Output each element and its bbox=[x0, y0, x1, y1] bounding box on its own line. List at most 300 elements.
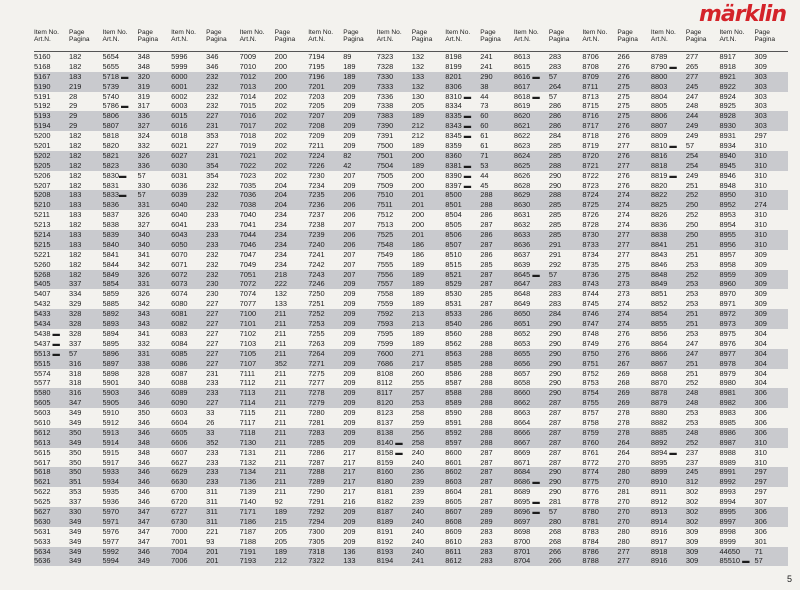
page-ref: 350 bbox=[137, 408, 150, 418]
page-ref: 288 bbox=[480, 427, 493, 437]
item-number: 8912 bbox=[650, 497, 668, 507]
page-ref: 289 bbox=[480, 506, 493, 516]
table-row bbox=[445, 131, 514, 141]
page-ref: 57 bbox=[548, 71, 558, 81]
item-number: 8728 bbox=[582, 220, 599, 230]
page-ref: 240 bbox=[411, 516, 425, 526]
item-number: 7006 bbox=[171, 556, 188, 566]
page-label: Page bbox=[548, 29, 565, 36]
item-number: 7264 bbox=[308, 348, 325, 358]
page-ref: 253 bbox=[685, 299, 699, 309]
page-ref: 346 bbox=[137, 427, 150, 437]
item-number: 8711 bbox=[582, 81, 599, 91]
item-number: 6606 bbox=[171, 437, 188, 447]
item-number: 8928 bbox=[719, 111, 736, 121]
table-row bbox=[308, 309, 377, 319]
page-ref: 326 bbox=[137, 289, 150, 299]
page-ref: 233 bbox=[206, 388, 219, 398]
table-row bbox=[719, 388, 788, 398]
table-row bbox=[377, 279, 446, 289]
item-number: 8987 bbox=[719, 437, 736, 447]
table-row bbox=[377, 92, 446, 102]
table-row bbox=[514, 82, 583, 92]
item-number: 5838 bbox=[102, 220, 119, 230]
page-ref: 182 bbox=[69, 141, 82, 151]
page-ref: 275 bbox=[617, 81, 630, 91]
item-number: 8991 bbox=[719, 467, 736, 477]
item-number: 8848 bbox=[650, 269, 668, 279]
table-row bbox=[171, 82, 240, 92]
table-row bbox=[377, 319, 446, 329]
page-ref: 291 bbox=[548, 249, 562, 259]
item-number: 7504 bbox=[376, 160, 394, 170]
page-ref: 44 bbox=[480, 91, 489, 101]
page-ref: 253 bbox=[685, 328, 699, 338]
item-number: 8709 bbox=[582, 71, 599, 81]
table-row bbox=[651, 517, 720, 527]
art-n-label: Art.N. bbox=[513, 36, 531, 44]
page-ref: 33 bbox=[206, 427, 215, 437]
table-row bbox=[240, 62, 309, 72]
table-row bbox=[582, 349, 651, 359]
item-number: 8624 bbox=[513, 150, 531, 160]
page-ref: 239 bbox=[411, 477, 425, 487]
page-ref: 309 bbox=[685, 526, 699, 536]
item-number: 8660 bbox=[513, 388, 531, 398]
page-ref: 209 bbox=[343, 427, 356, 437]
page-ref: 281 bbox=[617, 487, 630, 497]
table-row bbox=[240, 52, 309, 62]
table-row bbox=[514, 181, 583, 191]
item-number: 8733 bbox=[582, 239, 599, 249]
table-row bbox=[719, 171, 788, 181]
page-ref: 274 bbox=[617, 210, 630, 220]
page-ref: 258 bbox=[411, 408, 425, 418]
page-ref: 182 bbox=[69, 180, 82, 190]
item-number: 6727 bbox=[171, 506, 188, 516]
table-row bbox=[514, 547, 583, 557]
table-row bbox=[171, 547, 240, 557]
page-ref: 312 bbox=[685, 477, 699, 487]
item-number: 8954 bbox=[719, 220, 736, 230]
page-ref: 57 bbox=[754, 556, 763, 566]
page-ref: 248 bbox=[685, 101, 699, 111]
item-number: 8664 bbox=[513, 417, 531, 427]
item-number: 7102 bbox=[239, 328, 257, 338]
page-ref: 213 bbox=[411, 319, 425, 329]
item-number: 8807 bbox=[650, 121, 668, 131]
page-ref: 232 bbox=[206, 190, 219, 200]
item-no-label: Item No. bbox=[102, 29, 128, 36]
page-ref: 310 bbox=[754, 239, 767, 249]
art-n-label: Art.N. bbox=[171, 36, 188, 44]
table-row bbox=[445, 62, 514, 72]
item-number: 7283 bbox=[308, 427, 325, 437]
page-ref: 349 bbox=[69, 408, 82, 418]
table-row bbox=[308, 220, 377, 230]
item-number: 8112 bbox=[376, 378, 393, 388]
item-number: 8667 bbox=[513, 437, 531, 447]
page-ref: 320 bbox=[137, 71, 150, 81]
page-ref: 217 bbox=[343, 467, 356, 477]
table-row bbox=[377, 517, 446, 527]
page-ref: 211 bbox=[274, 467, 287, 477]
table-row bbox=[103, 220, 172, 230]
item-number: 7130 bbox=[239, 437, 257, 447]
item-number: 8772 bbox=[582, 457, 599, 467]
item-number: 7501 bbox=[376, 150, 394, 160]
table-row bbox=[308, 250, 377, 260]
table-row bbox=[445, 408, 514, 418]
page-ref: 310 bbox=[754, 457, 767, 467]
page-ref: 254 bbox=[685, 160, 699, 170]
table-row bbox=[103, 507, 172, 517]
table-row bbox=[582, 458, 651, 468]
item-number: 8359 bbox=[445, 141, 462, 151]
item-number: 7686 bbox=[376, 358, 394, 368]
table-row bbox=[34, 72, 103, 82]
item-number: 8722 bbox=[582, 170, 599, 180]
page-ref: 290 bbox=[548, 378, 562, 388]
table-row bbox=[171, 477, 240, 487]
item-number: 7558 bbox=[376, 289, 394, 299]
item-number: 7131 bbox=[239, 447, 257, 457]
item-number: 8755 bbox=[582, 398, 599, 408]
page-ref: 209 bbox=[343, 91, 356, 101]
item-no-header bbox=[34, 29, 69, 51]
page-ref: 288 bbox=[480, 378, 493, 388]
page-ref: 206 bbox=[343, 190, 356, 200]
page-ref: 292 bbox=[548, 259, 562, 269]
table-row bbox=[103, 230, 172, 240]
page-ref: 61 bbox=[480, 131, 489, 141]
table-row bbox=[719, 270, 788, 280]
table-row bbox=[445, 299, 514, 309]
page-ref: 267 bbox=[617, 358, 630, 368]
page-ref: 234 bbox=[274, 210, 287, 220]
page-ref: 189 bbox=[411, 141, 425, 151]
item-number: 8140 ▬ bbox=[376, 437, 403, 447]
item-number: 5897 bbox=[102, 358, 119, 368]
item-number: 5718 ▬ bbox=[102, 71, 129, 81]
table-row bbox=[103, 309, 172, 319]
table-row bbox=[171, 527, 240, 537]
item-number: 7549 bbox=[376, 249, 394, 259]
item-number: 7226 bbox=[308, 160, 325, 170]
item-number: 7012 bbox=[239, 71, 257, 81]
index-column bbox=[171, 29, 240, 577]
item-number: 8360 bbox=[445, 150, 462, 160]
page-ref: 233 bbox=[206, 378, 219, 388]
page-ref: 349 bbox=[69, 437, 82, 447]
page-ref: 309 bbox=[754, 61, 767, 71]
page-ref: 277 bbox=[685, 52, 699, 61]
table-row bbox=[651, 190, 720, 200]
page-ref: 311 bbox=[206, 487, 218, 497]
page-ref: 189 bbox=[411, 111, 425, 121]
table-row bbox=[651, 329, 720, 339]
item-number: 7237 bbox=[308, 210, 325, 220]
item-number: 8631 bbox=[513, 210, 531, 220]
table-row bbox=[103, 467, 172, 477]
page-ref: 350 bbox=[69, 447, 82, 457]
page-ref: 209 bbox=[343, 141, 356, 151]
table-row bbox=[514, 458, 583, 468]
item-no-label: Item No. bbox=[445, 29, 471, 36]
page-ref: 290 bbox=[548, 328, 562, 338]
item-number: 6003 bbox=[171, 101, 188, 111]
item-number: 7205 bbox=[308, 101, 325, 111]
page-ref: 189 bbox=[411, 269, 425, 279]
item-number: 8586 bbox=[445, 368, 462, 378]
page-ref: 245 bbox=[685, 81, 699, 91]
page-ref: 271 bbox=[411, 348, 425, 358]
table-row bbox=[719, 72, 788, 82]
table-row bbox=[34, 190, 103, 200]
table-row bbox=[308, 279, 377, 289]
page-ref: 306 bbox=[754, 417, 767, 427]
page-ref: 136 bbox=[343, 546, 356, 556]
page-ref: 273 bbox=[617, 279, 630, 289]
page-ref: 249 bbox=[685, 131, 699, 141]
page-label: Page bbox=[480, 29, 496, 36]
table-row bbox=[445, 349, 514, 359]
item-number: 6027 bbox=[171, 150, 188, 160]
table-row bbox=[103, 477, 172, 487]
item-number: 8930 bbox=[719, 121, 736, 131]
item-number: 7277 bbox=[308, 378, 325, 388]
page-ref: 209 bbox=[343, 279, 356, 289]
item-number: 7139 bbox=[239, 487, 257, 497]
page-ref: 232 bbox=[206, 91, 219, 101]
table-row bbox=[240, 527, 309, 537]
table-row bbox=[171, 408, 240, 418]
item-number: 5893 bbox=[102, 319, 119, 329]
table-row bbox=[377, 497, 446, 507]
table-row bbox=[514, 62, 583, 72]
page-ref: 44 bbox=[480, 170, 489, 180]
table-row bbox=[34, 141, 103, 151]
item-number: 8894 ▬ bbox=[650, 447, 677, 457]
item-number: 6088 bbox=[171, 378, 188, 388]
item-number: 8752 bbox=[582, 368, 599, 378]
page-ref: 266 bbox=[548, 546, 562, 556]
page-ref: 227 bbox=[206, 309, 219, 319]
table-row bbox=[34, 398, 103, 408]
page-ref: 249 bbox=[685, 170, 699, 180]
brand-logo: märklin bbox=[699, 2, 786, 27]
page-ref: 252 bbox=[685, 269, 699, 279]
table-row bbox=[514, 527, 583, 537]
page-ref: 209 bbox=[343, 417, 356, 427]
table-row bbox=[651, 151, 720, 161]
item-number: 8605 bbox=[445, 497, 462, 507]
item-number: 8626 bbox=[513, 170, 531, 180]
table-row bbox=[719, 319, 788, 329]
item-number: 7323 bbox=[376, 52, 394, 61]
page-ref: 306 bbox=[754, 516, 767, 526]
table-row bbox=[171, 181, 240, 191]
item-number: 7014 bbox=[239, 91, 257, 101]
page-ref: 209 bbox=[343, 516, 356, 526]
table-row bbox=[171, 289, 240, 299]
item-number: 8913 bbox=[650, 506, 668, 516]
item-number: 7336 bbox=[376, 91, 394, 101]
column-header bbox=[445, 29, 514, 51]
table-row bbox=[651, 220, 720, 230]
table-row bbox=[308, 101, 377, 111]
table-row bbox=[651, 408, 720, 418]
art-n-label: Art.N. bbox=[650, 36, 668, 44]
page-ref: 310 bbox=[754, 447, 767, 457]
item-number: 7291 bbox=[308, 497, 325, 507]
item-number: 5515 bbox=[34, 358, 51, 368]
item-number: 8180 bbox=[376, 477, 394, 487]
page-header bbox=[686, 29, 719, 51]
item-number: 8622 bbox=[513, 131, 531, 141]
item-number: 7286 bbox=[308, 447, 325, 457]
table-row bbox=[308, 339, 377, 349]
table-row bbox=[514, 477, 583, 487]
table-row bbox=[651, 82, 720, 92]
item-number: 7013 bbox=[239, 81, 257, 91]
item-number: 7255 bbox=[308, 328, 325, 338]
table-row bbox=[582, 230, 651, 240]
item-number: 6604 bbox=[171, 417, 188, 427]
table-row bbox=[514, 428, 583, 438]
page-ref: 247 bbox=[685, 338, 699, 348]
item-number: 8696 ▬ bbox=[513, 506, 540, 516]
item-number: 8592 bbox=[445, 427, 462, 437]
item-number: 8855 bbox=[650, 319, 668, 329]
item-number: 5438 ▬ bbox=[34, 328, 60, 338]
page-ref: 60 bbox=[480, 111, 489, 121]
table-row bbox=[171, 428, 240, 438]
page-ref: 285 bbox=[480, 259, 493, 269]
table-row bbox=[240, 428, 309, 438]
page-label: Page bbox=[343, 29, 359, 36]
table-row bbox=[445, 398, 514, 408]
page-ref: 290 bbox=[548, 467, 562, 477]
item-number: 8633 bbox=[513, 230, 531, 240]
page-ref: 288 bbox=[480, 200, 493, 210]
item-number: 7390 bbox=[376, 121, 394, 131]
item-number: 8783 bbox=[582, 526, 599, 536]
page-ref: 206 bbox=[343, 210, 356, 220]
item-number: 8960 bbox=[719, 279, 736, 289]
item-number: 7292 bbox=[308, 506, 325, 516]
item-number: 5168 bbox=[34, 61, 51, 71]
item-number: 8758 bbox=[582, 417, 599, 427]
item-number: 7391 bbox=[376, 131, 394, 141]
item-number: 8977 bbox=[719, 348, 736, 358]
table-row bbox=[240, 369, 309, 379]
table-row bbox=[514, 309, 583, 319]
item-number: 8632 bbox=[513, 220, 531, 230]
item-number: 8381 ▬ bbox=[445, 160, 472, 170]
table-row bbox=[445, 537, 514, 547]
page-ref: 251 bbox=[685, 368, 699, 378]
item-number: 6074 bbox=[171, 289, 188, 299]
page-label: Page bbox=[617, 29, 633, 36]
page-ref: 205 bbox=[274, 536, 287, 546]
table-row bbox=[651, 230, 720, 240]
table-row bbox=[34, 260, 103, 270]
item-number: 5885 bbox=[102, 299, 119, 309]
item-number: 8610 bbox=[445, 536, 462, 546]
page-ref: 304 bbox=[754, 358, 767, 368]
index-column bbox=[514, 29, 583, 577]
table-row bbox=[240, 359, 309, 369]
item-number: 7004 bbox=[171, 546, 188, 556]
table-row bbox=[719, 497, 788, 507]
table-row bbox=[651, 161, 720, 171]
item-no-label: Item No. bbox=[239, 29, 265, 36]
table-row bbox=[651, 72, 720, 82]
item-number: 5936 bbox=[102, 497, 119, 507]
table-row bbox=[719, 349, 788, 359]
table-row bbox=[445, 200, 514, 210]
item-number: 8108 bbox=[376, 368, 394, 378]
table-row bbox=[582, 299, 651, 309]
page-ref: 346 bbox=[137, 417, 150, 427]
item-number: 8753 bbox=[582, 378, 599, 388]
table-row bbox=[582, 517, 651, 527]
table-row bbox=[377, 537, 446, 547]
page-ref: 347 bbox=[137, 536, 150, 546]
page-ref: 251 bbox=[685, 319, 699, 329]
item-number: 7049 bbox=[239, 259, 257, 269]
table-row bbox=[103, 101, 172, 111]
table-row bbox=[582, 82, 651, 92]
table-row bbox=[240, 517, 309, 527]
page-ref: 347 bbox=[137, 526, 150, 536]
table-row bbox=[582, 181, 651, 191]
table-row bbox=[103, 359, 172, 369]
page-ref: 211 bbox=[274, 398, 287, 408]
item-number: 5933 bbox=[102, 467, 119, 477]
item-number: 8866 bbox=[650, 348, 668, 358]
page-ref: 221 bbox=[206, 526, 219, 536]
item-number: 5935 bbox=[102, 487, 119, 497]
table-row bbox=[719, 329, 788, 339]
page-ref: 276 bbox=[617, 121, 630, 131]
item-number: 5636 bbox=[34, 556, 51, 566]
table-row bbox=[582, 428, 651, 438]
table-row bbox=[34, 408, 103, 418]
item-number: 8591 bbox=[445, 417, 462, 427]
item-number: 8647 bbox=[513, 279, 531, 289]
table-row bbox=[240, 210, 309, 220]
page-ref: 211 bbox=[274, 417, 287, 427]
page-ref: 340 bbox=[137, 378, 150, 388]
table-row bbox=[514, 230, 583, 240]
item-number: 7009 bbox=[239, 52, 257, 61]
art-n-label: Art.N. bbox=[239, 36, 257, 44]
page-ref: 240 bbox=[411, 447, 425, 457]
table-row bbox=[445, 319, 514, 329]
item-number: 7100 bbox=[239, 309, 257, 319]
table-row bbox=[377, 289, 446, 299]
page-ref: 189 bbox=[411, 289, 425, 299]
item-number: 8708 bbox=[582, 61, 599, 71]
item-number: 5434 bbox=[34, 319, 51, 329]
page-ref: 209 bbox=[343, 101, 356, 111]
page-ref: 182 bbox=[69, 170, 82, 180]
item-number: 5633 bbox=[34, 536, 51, 546]
page-header bbox=[617, 29, 650, 51]
item-number: 8819 ▬ bbox=[650, 170, 677, 180]
